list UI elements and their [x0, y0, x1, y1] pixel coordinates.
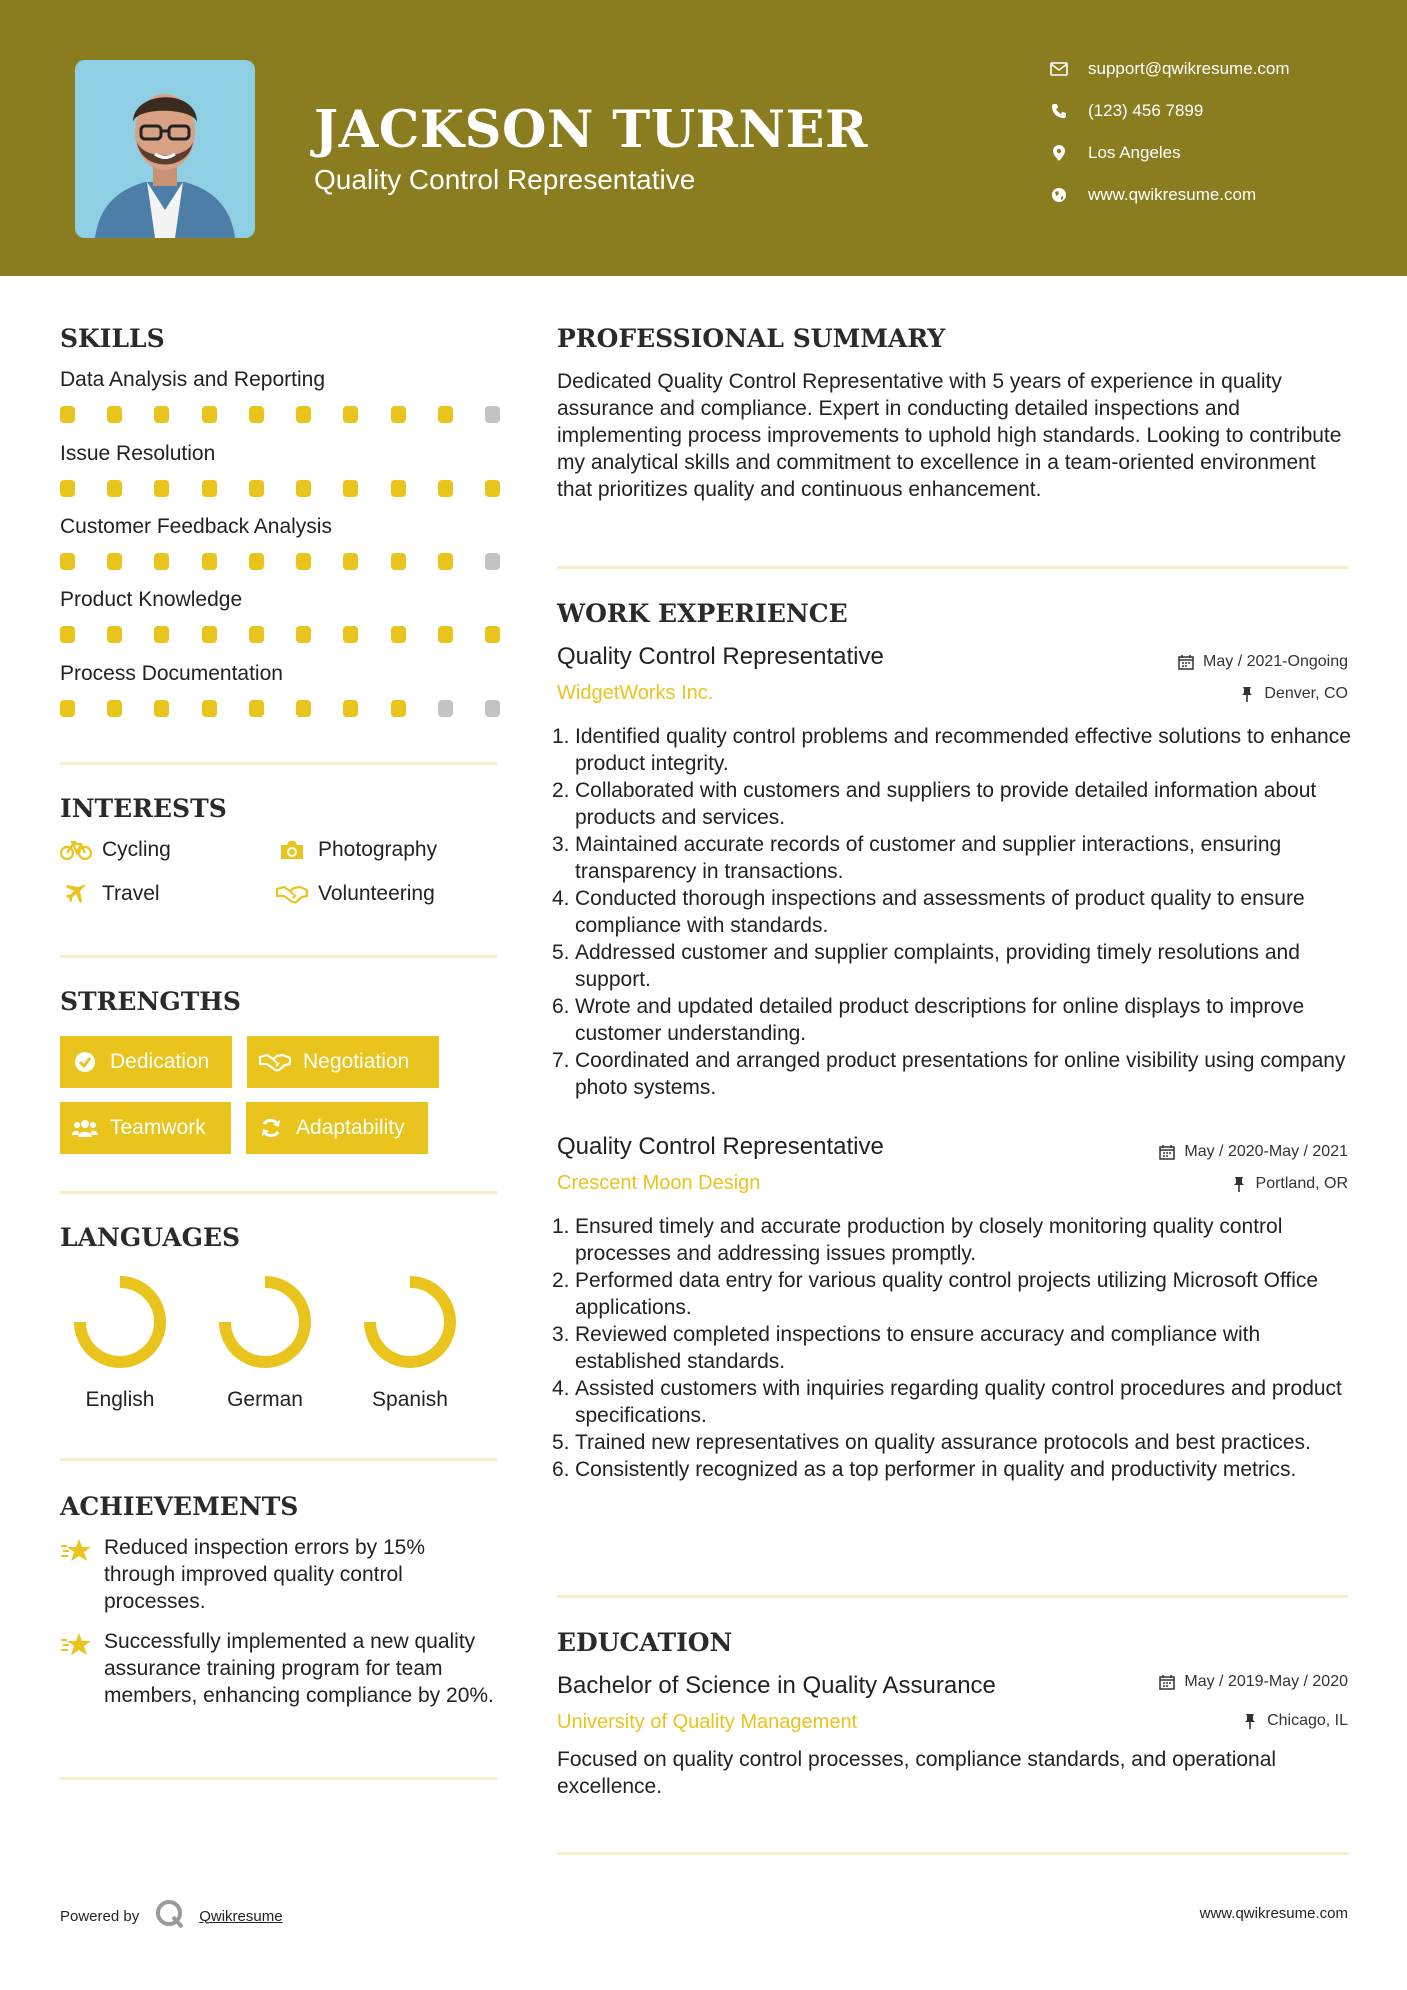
skill-dot-filled — [485, 626, 500, 643]
language-item — [350, 1274, 470, 1412]
candidate-title: Quality Control Representative — [314, 164, 696, 195]
language-level-ring — [217, 1274, 313, 1370]
strength-label: Teamwork — [110, 1116, 206, 1139]
job-location — [1230, 1175, 1348, 1193]
skill-dot-filled — [343, 480, 358, 497]
airplane-icon — [60, 882, 92, 906]
job-dates — [1177, 653, 1348, 671]
skill-dot-filled — [391, 480, 406, 497]
section-divider — [557, 1852, 1348, 1855]
skill-label: Issue Resolution — [60, 442, 216, 465]
language-level-ring — [362, 1274, 458, 1370]
interest-label: Volunteering — [318, 882, 435, 905]
bullet-number: 2. — [552, 779, 570, 802]
strength-chip — [60, 1036, 232, 1088]
skill-dot-filled — [249, 406, 264, 423]
skill-dot-filled — [391, 700, 406, 717]
skill-rating — [60, 480, 500, 498]
interest-item — [276, 882, 435, 906]
skill-dot-filled — [107, 406, 122, 423]
calendar-icon — [1158, 1143, 1176, 1161]
skill-dot-filled — [107, 700, 122, 717]
skills-heading: SKILLS — [60, 324, 165, 353]
bullet-number: 1. — [552, 1215, 570, 1238]
contact-location-text: Los Angeles — [1088, 143, 1181, 162]
bullet-number: 7. — [552, 1049, 570, 1072]
degree-title: Bachelor of Science in Quality Assurance — [557, 1672, 996, 1699]
pushpin-icon — [1241, 1712, 1259, 1730]
bullet-text: Identified quality control problems and recommended effective solutions to enhance product integrity. — [575, 725, 1351, 775]
job-location-text: Denver, CO — [1264, 685, 1348, 702]
skill-dot-filled — [343, 553, 358, 570]
skill-dot-filled — [391, 406, 406, 423]
skill-dot-filled — [154, 626, 169, 643]
strengths-heading: STRENGTHS — [60, 987, 241, 1016]
bullet-text: Reviewed completed inspections to ensure accuracy and compliance with established standards. — [575, 1323, 1261, 1373]
strength-label: Adaptability — [296, 1116, 405, 1139]
pushpin-icon — [1238, 685, 1256, 703]
skill-dot-filled — [60, 700, 75, 717]
skill-dot-filled — [202, 553, 217, 570]
skill-dot-empty — [485, 406, 500, 423]
skill-dot-filled — [343, 700, 358, 717]
skill-dot-filled — [60, 480, 75, 497]
section-divider — [557, 566, 1348, 569]
skill-dot-filled — [107, 480, 122, 497]
map-pin-icon — [1048, 142, 1070, 164]
skill-dot-filled — [60, 406, 75, 423]
skill-dot-filled — [202, 626, 217, 643]
language-level-arc — [80, 1282, 160, 1362]
skill-dot-filled — [296, 480, 311, 497]
section-divider — [60, 1191, 497, 1194]
school-name: University of Quality Management — [557, 1711, 858, 1733]
handshake-icon — [276, 882, 308, 906]
interest-label: Travel — [102, 882, 160, 905]
language-label: German — [227, 1388, 303, 1411]
education-heading: EDUCATION — [557, 1628, 733, 1657]
bicycle-icon — [60, 838, 92, 862]
job-bullet — [552, 777, 1352, 831]
bullet-text: Trained new representatives on quality assurance protocols and best practices. — [575, 1431, 1311, 1454]
skill-dot-filled — [202, 480, 217, 497]
qwikresume-logo-icon — [155, 1899, 185, 1933]
contact-website-text: www.qwikresume.com — [1088, 185, 1257, 204]
bullet-number: 4. — [552, 1377, 570, 1400]
calendar-icon — [1177, 653, 1195, 671]
skill-dot-empty — [438, 700, 453, 717]
strength-chip — [247, 1036, 439, 1088]
job-bullet — [552, 831, 1352, 885]
users-icon — [72, 1115, 98, 1141]
education-dates — [1158, 1673, 1348, 1691]
bullet-text: Addressed customer and supplier complaints, providing timely resolutions and support. — [575, 941, 1300, 991]
education-location — [1241, 1712, 1348, 1730]
strength-chip — [60, 1102, 231, 1154]
skill-label: Process Documentation — [60, 662, 283, 685]
strength-label: Negotiation — [303, 1050, 410, 1073]
interest-item — [60, 838, 171, 862]
skill-dot-filled — [154, 406, 169, 423]
language-item — [205, 1274, 325, 1412]
candidate-name: JACKSON TURNER — [314, 100, 868, 160]
job-bullet — [552, 1456, 1352, 1483]
skill-dot-filled — [296, 626, 311, 643]
language-label: Spanish — [372, 1388, 448, 1411]
language-label: English — [85, 1388, 155, 1411]
skill-rating — [60, 700, 500, 718]
check-circle-icon — [72, 1049, 98, 1075]
skill-dot-filled — [391, 553, 406, 570]
bullet-text: Assisted customers with inquiries regarding quality control procedures and product specifications. — [575, 1377, 1342, 1427]
job-location-text: Portland, OR — [1255, 1175, 1348, 1192]
bullet-number: 6. — [552, 995, 570, 1018]
bullet-number: 1. — [552, 725, 570, 748]
contact-phone[interactable] — [1048, 98, 1388, 124]
bullet-number: 6. — [552, 1458, 570, 1481]
skill-label: Product Knowledge — [60, 588, 243, 611]
skill-rating — [60, 626, 500, 644]
achievement-item — [60, 1628, 500, 1709]
job-bullet — [552, 885, 1352, 939]
achievements-heading: ACHIEVEMENTS — [60, 1492, 299, 1521]
skill-dot-filled — [343, 406, 358, 423]
skill-dot-filled — [485, 480, 500, 497]
bullet-text: Wrote and updated detailed product descriptions for online displays to improve customer understanding. — [575, 995, 1305, 1045]
star-award-icon — [60, 1534, 94, 1615]
language-item — [60, 1274, 180, 1412]
qwikresume-link[interactable]: Qwikresume — [199, 1907, 283, 1925]
powered-by-text: Powered by — [60, 1907, 140, 1925]
education-location-text: Chicago, IL — [1267, 1712, 1348, 1729]
language-level-arc — [370, 1282, 450, 1362]
section-divider — [60, 1777, 497, 1780]
envelope-icon — [1048, 58, 1070, 80]
skill-dot-filled — [438, 406, 453, 423]
skill-dot-filled — [107, 626, 122, 643]
refresh-icon — [258, 1115, 284, 1141]
skill-dot-filled — [154, 480, 169, 497]
language-level-arc — [225, 1282, 305, 1362]
skill-dot-filled — [343, 626, 358, 643]
education-dates-text: May / 2019-May / 2020 — [1184, 1673, 1348, 1690]
job-title: Quality Control Representative — [557, 1133, 884, 1160]
interest-label: Photography — [318, 838, 438, 861]
person-portrait-icon — [75, 60, 255, 238]
bullet-number: 5. — [552, 1431, 570, 1454]
job-bullet — [552, 1047, 1352, 1101]
bullet-text: Conducted thorough inspections and assessments of product quality to ensure compliance with standards. — [575, 887, 1305, 937]
skill-dot-filled — [60, 553, 75, 570]
skill-dot-filled — [154, 700, 169, 717]
skill-dot-filled — [438, 626, 453, 643]
contact-website[interactable] — [1048, 182, 1388, 208]
contact-email-text: support@qwikresume.com — [1088, 59, 1290, 78]
section-divider — [60, 955, 497, 958]
bullet-text: Coordinated and arranged product presentations for online visibility using company photo systems. — [575, 1049, 1346, 1099]
contact-phone-text: (123) 456 7899 — [1088, 101, 1204, 120]
skill-dot-empty — [485, 553, 500, 570]
experience-heading: WORK EXPERIENCE — [557, 599, 848, 628]
company-name: Crescent Moon Design — [557, 1172, 761, 1194]
footer-url[interactable]: www.qwikresume.com — [1199, 1905, 1348, 1922]
resume-header — [0, 0, 1407, 276]
star-award-icon — [60, 1628, 94, 1709]
skill-dot-filled — [154, 553, 169, 570]
job-bullets — [552, 1213, 1352, 1483]
skill-rating — [60, 406, 500, 424]
skill-label: Data Analysis and Reporting — [60, 368, 325, 391]
bullet-number: 3. — [552, 833, 570, 856]
skill-dot-filled — [60, 626, 75, 643]
bullet-text: Performed data entry for various quality control projects utilizing Microsoft Office applications. — [575, 1269, 1319, 1319]
skill-dot-filled — [249, 480, 264, 497]
skill-dot-filled — [249, 553, 264, 570]
skill-dot-filled — [296, 700, 311, 717]
bullet-text: Collaborated with customers and suppliers to provide detailed information about products and services. — [575, 779, 1317, 829]
skill-dot-filled — [296, 406, 311, 423]
summary-text: Dedicated Quality Control Representative with 5 years of experience in quality assurance and compliance. Expert in conducting detailed inspections and implementing process improvements to uphold high standards. Looking to contribute my analytical skills and commitment to excellence in a team-oriented environment that prioritizes quality and continuous enhancement. — [557, 370, 1342, 501]
job-dates — [1158, 1143, 1348, 1161]
skill-rating — [60, 553, 500, 571]
skill-dot-filled — [202, 406, 217, 423]
job-bullet — [552, 1321, 1352, 1375]
bullet-number: 3. — [552, 1323, 570, 1346]
skill-label: Customer Feedback Analysis — [60, 515, 332, 538]
strength-chip — [246, 1102, 428, 1154]
job-bullet — [552, 723, 1352, 777]
skill-dot-filled — [438, 553, 453, 570]
interest-label: Cycling — [102, 838, 171, 861]
achievement-text: Reduced inspection errors by 15% through improved quality control processes. — [104, 1536, 426, 1613]
job-bullet — [552, 993, 1352, 1047]
company-name: WidgetWorks Inc. — [557, 682, 714, 704]
interest-item — [276, 838, 437, 862]
job-dates-text: May / 2021-Ongoing — [1203, 653, 1348, 670]
job-bullet — [552, 1213, 1352, 1267]
job-bullets — [552, 723, 1352, 1101]
contact-location — [1048, 140, 1388, 166]
job-bullet — [552, 1267, 1352, 1321]
language-level-ring — [72, 1274, 168, 1370]
section-divider — [60, 762, 497, 765]
education-description: Focused on quality control processes, compliance standards, and operational excellence. — [557, 1748, 1277, 1798]
bullet-text: Consistently recognized as a top performer in quality and productivity metrics. — [575, 1458, 1297, 1481]
bullet-number: 5. — [552, 941, 570, 964]
job-bullet — [552, 1429, 1352, 1456]
calendar-icon — [1158, 1673, 1176, 1691]
interests-heading: INTERESTS — [60, 794, 227, 823]
profile-photo — [75, 60, 255, 238]
contact-email[interactable] — [1048, 56, 1388, 82]
phone-icon — [1048, 100, 1070, 122]
job-bullet — [552, 939, 1352, 993]
job-dates-text: May / 2020-May / 2021 — [1184, 1143, 1348, 1160]
interest-item — [60, 882, 160, 906]
skill-dot-filled — [202, 700, 217, 717]
skill-dot-empty — [485, 700, 500, 717]
bullet-number: 4. — [552, 887, 570, 910]
skill-dot-filled — [249, 626, 264, 643]
footer-powered-by — [60, 1899, 283, 1933]
bullet-number: 2. — [552, 1269, 570, 1292]
skill-dot-filled — [296, 553, 311, 570]
section-divider — [557, 1595, 1348, 1598]
languages-heading: LANGUAGES — [60, 1223, 241, 1252]
job-bullet — [552, 1375, 1352, 1429]
skill-dot-filled — [249, 700, 264, 717]
bullet-text: Maintained accurate records of customer and supplier interactions, ensuring transparency in transactions. — [575, 833, 1282, 883]
pushpin-icon — [1230, 1175, 1248, 1193]
achievement-item — [60, 1534, 500, 1615]
globe-icon — [1048, 184, 1070, 206]
achievement-text: Successfully implemented a new quality assurance training program for team members, enhancing compliance by 20%. — [104, 1630, 494, 1707]
skill-dot-filled — [438, 480, 453, 497]
job-location — [1238, 685, 1348, 703]
strength-label: Dedication — [110, 1050, 210, 1073]
skill-dot-filled — [107, 553, 122, 570]
section-divider — [60, 1458, 497, 1461]
camera-icon — [276, 838, 308, 862]
bullet-text: Ensured timely and accurate production by closely monitoring quality control processes and addressing issues promptly. — [575, 1215, 1283, 1265]
summary-heading: PROFESSIONAL SUMMARY — [557, 324, 946, 353]
handshake-icon — [259, 1049, 291, 1075]
job-title: Quality Control Representative — [557, 643, 884, 670]
skill-dot-filled — [391, 626, 406, 643]
